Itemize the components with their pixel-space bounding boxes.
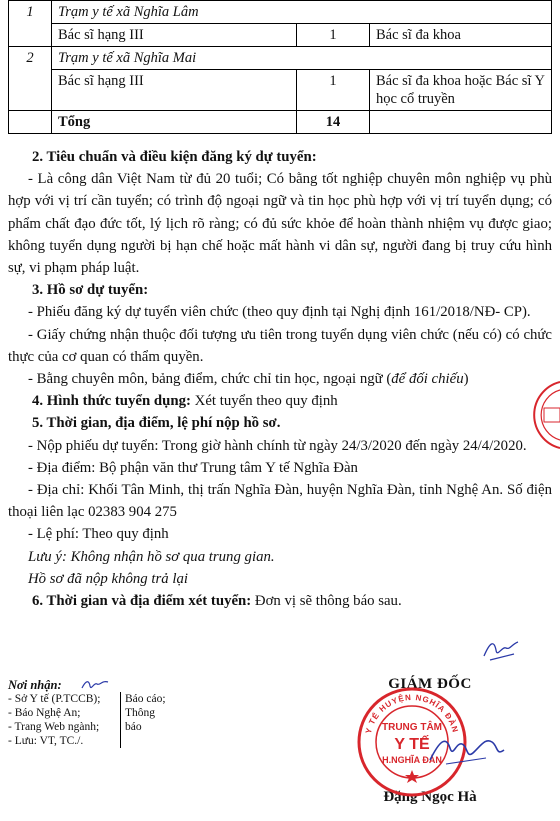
recipient-item: - Sở Y tế (P.TCCB);	[8, 693, 101, 705]
section-3-heading: 3. Hồ sơ dự tuyển:	[32, 282, 149, 299]
section-4	[8, 390, 552, 412]
section-5-fee: - Lệ phí: Theo quy định	[28, 526, 169, 543]
total-number-cell	[9, 111, 52, 134]
section-6-heading: 6. Thời gian và địa điểm xét tuyển:	[32, 593, 252, 610]
signer-role: GIÁM ĐỐC	[388, 676, 472, 692]
recipient-item: - Trang Web ngành;	[8, 721, 100, 733]
purpose-item: Thông	[125, 707, 156, 719]
seal-line-2: Y TẾ	[394, 736, 430, 753]
section-4-heading: 4. Hình thức tuyển dụng:	[32, 393, 191, 410]
section-3-item-3-end: )	[463, 371, 469, 388]
recipient-item: - Báo Nghệ An;	[8, 707, 81, 719]
position-cell: Bác sĩ hạng III	[52, 70, 297, 111]
total-value: 14	[297, 111, 370, 134]
seal-line-1: TRUNG TÂM	[382, 722, 442, 733]
table-row	[9, 47, 552, 70]
section-5-address: - Địa chỉ: Khối Tân Minh, thị trấn Nghĩa Đàn, huyện Nghĩa Đàn, tỉnh Nghệ An. Số điện thoại liên lạc 02383 904 275	[8, 482, 552, 521]
row-number: 1	[9, 1, 52, 47]
section-3-item-1: - Phiếu đăng ký dự tuyển viên chức (theo quy định tại Nghị định 161/2018/NĐ- CP).	[28, 304, 531, 321]
signer-name: Đặng Ngọc Hà	[383, 789, 477, 805]
recipients-grid	[8, 692, 208, 748]
initial-signature-icon	[80, 676, 110, 694]
unit-name: Trạm y tế xã Nghĩa Mai	[52, 47, 552, 70]
purpose-item: Báo cáo;	[125, 693, 166, 705]
document-body	[8, 146, 552, 612]
table-row	[9, 24, 552, 47]
section-5-place: - Địa điểm: Bộ phận văn thư Trung tâm Y tế Nghĩa Đàn	[28, 459, 358, 476]
note-cell: Bác sĩ đa khoa	[370, 24, 552, 47]
recipients-list	[8, 692, 121, 748]
recipient-item: - Lưu: VT, TC./.	[8, 735, 84, 747]
position-cell: Bác sĩ hạng III	[52, 24, 297, 47]
section-2-heading: 2. Tiêu chuẩn và điều kiện đăng ký dự tuyển:	[32, 149, 317, 165]
section-3-item-3-italic: để đối chiếu	[391, 371, 464, 388]
note-cell: Bác sĩ đa khoa hoặc Bác sĩ Y học cổ truyền	[370, 70, 552, 111]
section-5-time: - Nộp phiếu dự tuyển: Trong giờ hành chính từ ngày 24/3/2020 đến ngày 24/4/2020.	[28, 437, 527, 454]
section-6-text: Đơn vị sẽ thông báo sau.	[251, 593, 402, 610]
table-row	[9, 70, 552, 111]
quantity-cell: 1	[297, 24, 370, 47]
section-4-text: Xét tuyển theo quy định	[190, 393, 338, 410]
purpose-item: báo	[125, 721, 142, 733]
section-3-item-2: - Giấy chứng nhận thuộc đối tượng ưu tiên trong tuyển dụng viên chức (nếu có) có chức thực của cơ quan có thẩm quyền.	[8, 326, 552, 365]
section-5-heading: 5. Thời gian, địa điểm, lệ phí nộp hồ sơ.	[32, 415, 281, 432]
section-5-note-2: Hồ sơ đã nộp không trả lại	[28, 570, 188, 587]
section-3-item-3	[8, 368, 552, 390]
recipients-title: Nơi nhận:	[8, 678, 62, 692]
table-row	[9, 1, 552, 24]
staffing-table	[8, 0, 552, 134]
total-note-cell	[370, 111, 552, 134]
total-row	[9, 111, 552, 134]
seal-outer-text: Y TẾ HUYỆN NGHĨA ĐÀN	[363, 692, 460, 735]
row-number: 2	[9, 47, 52, 111]
unit-name: Trạm y tế xã Nghĩa Lâm	[52, 1, 552, 24]
section-2-text: - Là công dân Việt Nam từ đủ 20 tuổi; Có bằng tốt nghiệp chuyên môn nghiệp vụ phù hợp với vị trí cần tuyển; có trình độ ngoại ngữ và tin học phù hợp với vị trí tuyển dụng; có phẩm chất đạo đức tốt, lý lịch rõ ràng; có đủ sức khỏe để hoàn thành nhiệm vụ được giao; không tuyển dụng người bị hạn chế hoặc mất hành vi dân sự, người đang bị truy cứu hình sự, vi phạm pháp luật.	[8, 171, 552, 277]
quantity-cell: 1	[297, 70, 370, 111]
section-3-item-3-text: - Bằng chuyên môn, bảng điểm, chức chỉ tin học, ngoại ngữ (	[28, 371, 392, 388]
section-5-note-1: Lưu ý: Không nhận hồ sơ qua trung gian.	[28, 548, 275, 565]
section-6	[8, 590, 552, 612]
handwritten-signature-icon	[426, 730, 506, 770]
total-label: Tổng	[52, 111, 297, 134]
initial-signature-icon	[480, 636, 520, 664]
recipients-purpose	[121, 692, 166, 748]
partial-stamp-icon	[530, 380, 560, 450]
seal-line-3: H.NGHĨA ĐÀN	[382, 755, 442, 765]
